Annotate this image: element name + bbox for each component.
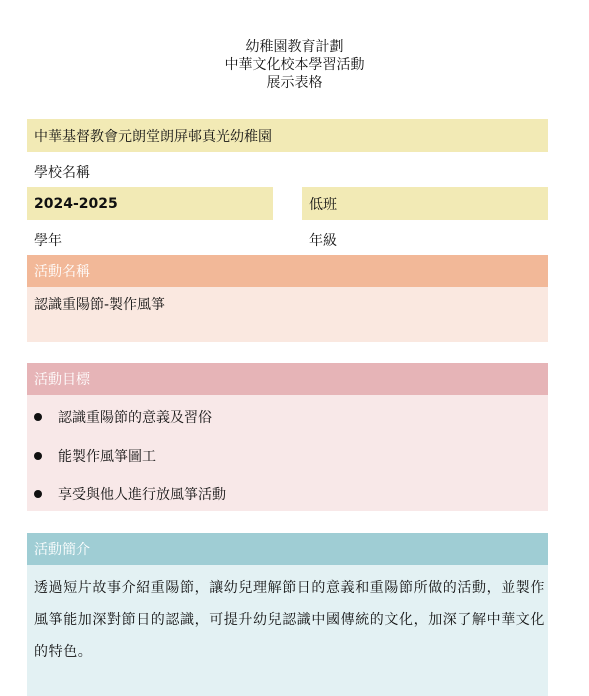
school-year-label: 學年 — [34, 233, 62, 249]
form-title-line3: 展示表格 — [266, 75, 323, 91]
goal-text: 能製作風箏圖工 — [58, 449, 156, 465]
goal-text: 認識重陽節的意義及習俗 — [58, 410, 212, 426]
bullet-icon — [34, 452, 42, 460]
class-level-field: 低班 — [302, 187, 548, 220]
school-year-field: 2024-2025 — [27, 187, 273, 220]
activity-intro-text: 透過短片故事介紹重陽節，讓幼兒理解節日的意義和重陽節所做的活動，並製作風箏能加深對節日的認識，可提升幼兒認識中國傳統的文化，加深了解中華文化的特色。 — [34, 580, 545, 660]
activity-name-header: 活動名稱 — [27, 255, 548, 287]
activity-goals-header: 活動目標 — [27, 363, 548, 395]
school-name-label: 學校名稱 — [34, 165, 90, 181]
goal-text: 享受與他人進行放風箏活動 — [58, 487, 226, 503]
activity-name-value: 認識重陽節-製作風箏 — [34, 297, 166, 313]
school-name-field: 中華基督教會元朗堂朗屏邨真光幼稚園 — [27, 119, 548, 152]
form-title-line2: 中華文化校本學習活動 — [224, 57, 365, 73]
goal-list-item — [34, 446, 156, 466]
form-title-line1: 幼稚園教育計劃 — [245, 39, 344, 55]
goal-list-item — [34, 407, 212, 427]
form-title-block — [0, 38, 589, 92]
bullet-icon — [34, 490, 42, 498]
class-level-label: 年級 — [309, 233, 337, 249]
bullet-icon — [34, 413, 42, 421]
goal-list-item — [34, 484, 226, 504]
activity-name-box — [27, 287, 548, 342]
activity-intro-header: 活動簡介 — [27, 533, 548, 565]
